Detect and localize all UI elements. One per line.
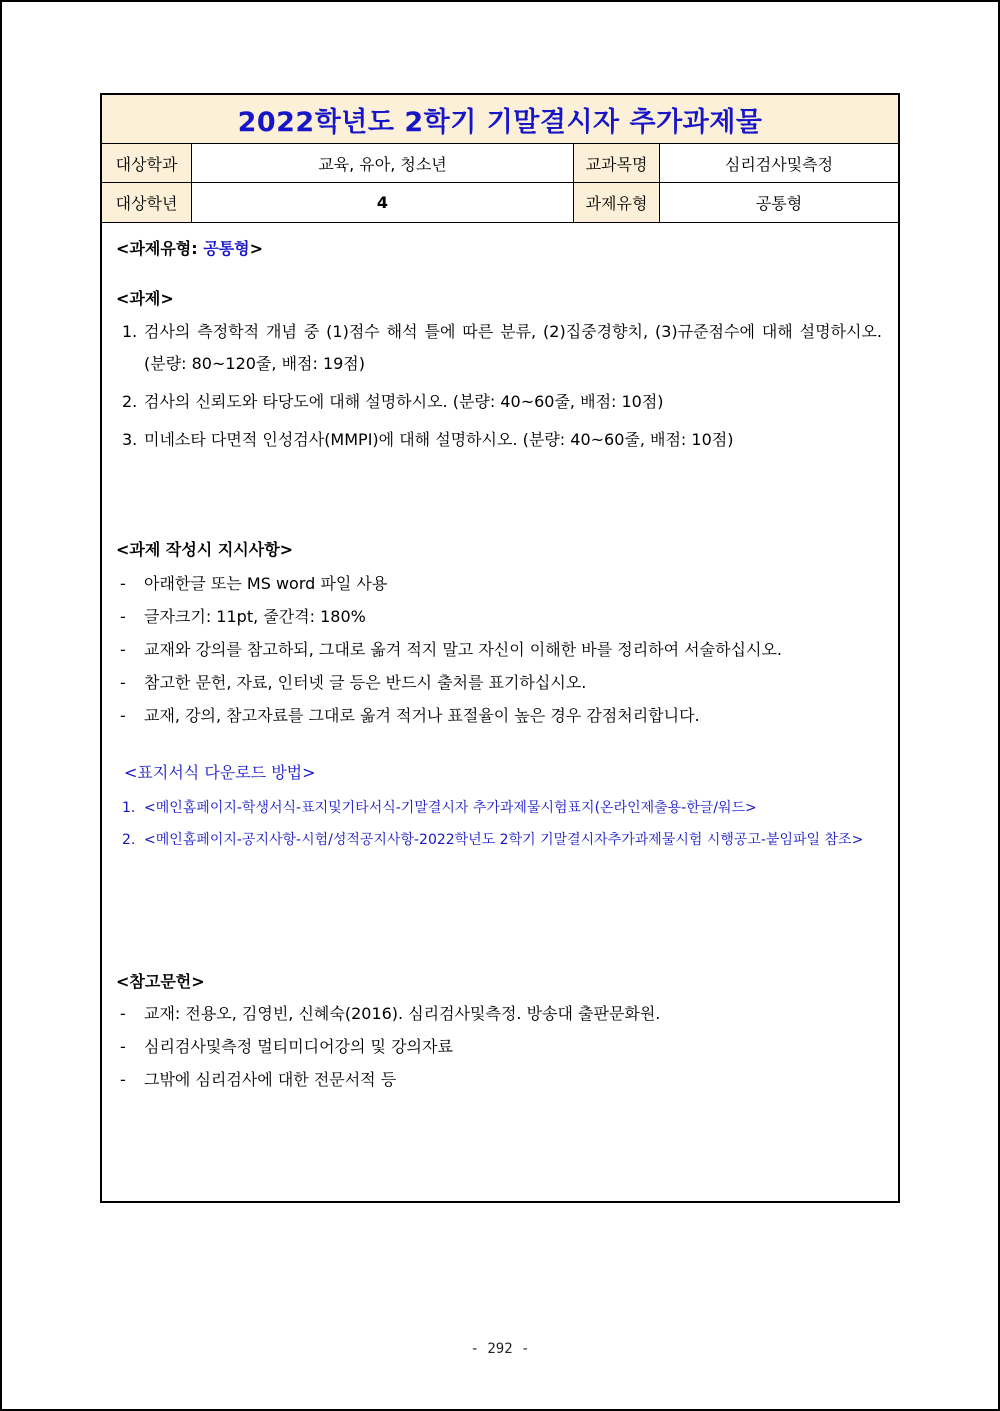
label-assignment-type: 과제유형: [574, 183, 660, 222]
instruction-item-4: - 참고한 문헌, 자료, 인터넷 글 등은 반드시 출처를 표기하십시오.: [120, 673, 587, 692]
download-item-1: 1. <메인홈페이지-학생서식-표지및기타서식-기말결시자 추가과제물시험표지(온라인제출용-한글/워드>: [122, 800, 757, 816]
value-assignment-type: 공통형: [755, 194, 803, 213]
instructions-heading: <과제 작성시 지시사항>: [116, 540, 294, 559]
document-body: [102, 238, 898, 1096]
reference-item-3: - 그밖에 심리검사에 대한 전문서적 등: [120, 1070, 397, 1089]
instruction-item-1: - 아래한글 또는 MS word 파일 사용: [120, 574, 388, 593]
type-prefix: <과제유형:: [116, 239, 204, 258]
assignment-item-1: 1. 검사의 측정학적 개념 중 (1)점수 해석 틀에 따른 분류, (2)집중경향치, (3)규준점수에 대해 설명하시오. (분량: 80~120줄, 배점: 19점): [122, 322, 882, 373]
reference-item-2: - 심리검사및측정 멀티미디어강의 및 강의자료: [120, 1037, 453, 1056]
page-number: - 292 -: [470, 1341, 530, 1357]
type-heading: [116, 238, 882, 260]
assignment-heading: <과제>: [116, 289, 174, 308]
assignment-item-3: 3. 미네소타 다면적 인성검사(MMPI)에 대해 설명하시오. (분량: 40~60줄, 배점: 10점): [122, 430, 734, 449]
assignment-item-2: 2. 검사의 신뢰도와 타당도에 대해 설명하시오. (분량: 40~60줄, 배점: 10점): [122, 392, 664, 411]
reference-item-1: - 교재: 전용오, 김영빈, 신혜숙(2016). 심리검사및측정. 방송대 출판문화원.: [120, 1004, 661, 1023]
type-suffix: >: [249, 239, 263, 258]
download-heading: <표지서식 다운로드 방법>: [124, 763, 316, 782]
download-list: [116, 794, 882, 854]
label-course-name: 교과목명: [574, 144, 660, 182]
info-row-department: [102, 144, 898, 183]
assignment-list: [116, 316, 882, 456]
instruction-item-3: - 교재와 강의를 참고하되, 그대로 옮겨 적지 말고 자신이 이해한 바를 정리하여 서술하십시오.: [120, 640, 782, 659]
label-target-department: 대상학과: [102, 144, 192, 182]
instruction-item-5: - 교재, 강의, 참고자료를 그대로 옮겨 적거나 표절율이 높은 경우 감점처리합니다.: [120, 706, 700, 725]
assignment-document: [100, 93, 900, 1203]
download-item-2: 2. <메인홈페이지-공지사항-시험/성적공지사항-2022학년도 2학기 기말결시자추가과제물시험 시행공고-붙임파일 참조>: [122, 832, 864, 848]
value-target-department: 교육, 유아, 청소년: [192, 144, 574, 182]
type-value: 공통형: [203, 239, 250, 258]
instructions-list: [116, 567, 882, 732]
document-title: 2022학년도 2학기 기말결시자 추가과제물: [102, 95, 898, 144]
value-course-name: 심리검사및측정: [724, 154, 834, 174]
references-list: [116, 997, 882, 1096]
label-target-grade: 대상학년: [102, 183, 192, 222]
instruction-item-2: - 글자크기: 11pt, 줄간격: 180%: [120, 607, 366, 626]
info-row-grade: [102, 183, 898, 223]
value-target-grade: 4: [192, 183, 574, 222]
references-heading: <참고문헌>: [116, 972, 205, 991]
